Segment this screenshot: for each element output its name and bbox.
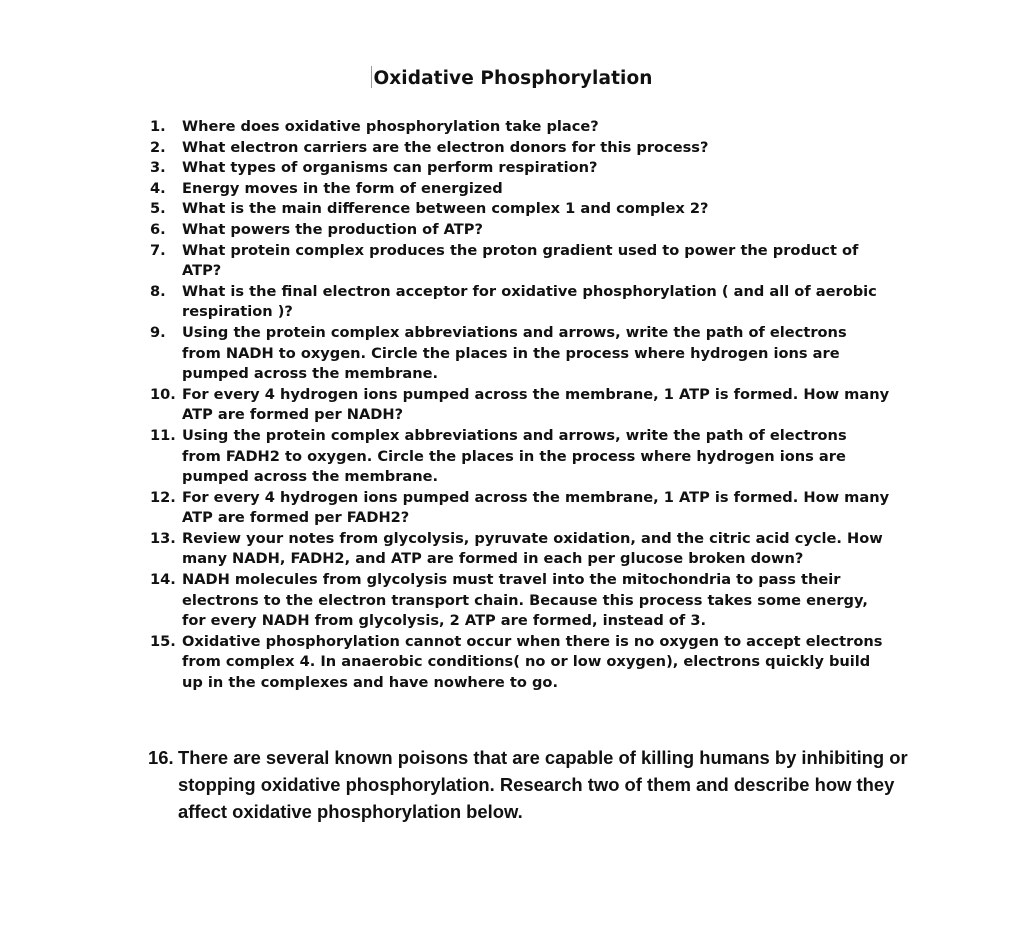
question-number: 13. <box>150 529 176 547</box>
question-text: Where does oxidative phosphorylation take place? <box>182 118 599 135</box>
question-number: 16. <box>148 747 174 768</box>
question-item-16 <box>148 744 918 825</box>
question-item-3 <box>150 158 890 179</box>
question-list <box>150 117 890 694</box>
title-line <box>0 66 1024 89</box>
question-text: What is the final electron acceptor for oxidative phosphorylation ( and all of aerobic respiration )? <box>182 282 877 321</box>
question-item-15 <box>150 632 890 694</box>
question-number: 1. <box>150 118 166 135</box>
question-item-14 <box>150 570 890 632</box>
question-number: 11. <box>150 426 176 444</box>
question-number: 12. <box>150 488 176 506</box>
question-item-13 <box>150 529 890 570</box>
question-number: 15. <box>150 632 176 650</box>
question-number: 8. <box>150 282 166 300</box>
question-number: 9. <box>150 323 166 341</box>
question-text: Oxidative phosphorylation cannot occur when there is no oxygen to accept electrons from complex 4. In anaerobic conditions( no or low oxygen), electrons quickly build up in the complexes and have nowhere to go. <box>182 632 883 692</box>
question-text: What types of organisms can perform respiration? <box>182 159 598 177</box>
question-text: What electron carriers are the electron donors for this process? <box>182 138 709 156</box>
question-number: 3. <box>150 159 166 177</box>
question-number: 2. <box>150 138 166 156</box>
question-text: NADH molecules from glycolysis must travel into the mitochondria to pass their electrons to the electron transport chain. Because this process takes some energy, for every NADH from glycolysis, 2 ATP are formed, instead of 3. <box>182 571 868 630</box>
question-text: Using the protein complex abbreviations and arrows, write the path of electrons from FADH2 to oxygen. Circle the places in the process where hydrogen ions are pumped across the membrane. <box>182 426 847 486</box>
question-text: What is the main difference between complex 1 and complex 2? <box>182 200 709 218</box>
question-number: 7. <box>150 241 166 259</box>
question-text: What protein complex produces the proton gradient used to power the product of ATP? <box>182 241 859 280</box>
question-item-12 <box>150 488 890 529</box>
question-number: 4. <box>150 179 166 197</box>
page-title: Oxidative Phosphorylation <box>373 68 653 89</box>
question-item-7 <box>150 241 890 282</box>
question-text: Review your notes from glycolysis, pyruvate oxidation, and the citric acid cycle. How many NADH, FADH2, and ATP are formed in each per glucose broken down? <box>182 529 883 568</box>
question-text: Energy moves in the form of energized <box>182 179 503 197</box>
question-item-11 <box>150 426 890 488</box>
question-text: There are several known poisons that are capable of killing humans by inhibiting or stopping oxidative phosphorylation. Research two of them and describe how they affect oxidative phosphorylation below. <box>178 747 908 822</box>
question-item-1 <box>150 117 890 138</box>
question-item-8 <box>150 282 890 323</box>
question-item-10 <box>150 385 890 426</box>
question-text: For every 4 hydrogen ions pumped across the membrane, 1 ATP is formed. How many ATP are formed per FADH2? <box>182 488 890 527</box>
question-item-4 <box>150 179 890 200</box>
question-number: 14. <box>150 571 176 589</box>
question-number: 10. <box>150 385 176 403</box>
question-item-9 <box>150 323 890 385</box>
question-text: Using the protein complex abbreviations and arrows, write the path of electrons from NADH to oxygen. Circle the places in the process where hydrogen ions are pumped across the membrane. <box>182 323 847 383</box>
question-item-2 <box>150 138 890 159</box>
question-item-6 <box>150 220 890 241</box>
question-text: What powers the production of ATP? <box>182 220 483 238</box>
question-item-5 <box>150 199 890 220</box>
question-text: For every 4 hydrogen ions pumped across the membrane, 1 ATP is formed. How many ATP are formed per NADH? <box>182 385 890 424</box>
question-number: 6. <box>150 220 166 238</box>
question-number: 5. <box>150 200 166 218</box>
